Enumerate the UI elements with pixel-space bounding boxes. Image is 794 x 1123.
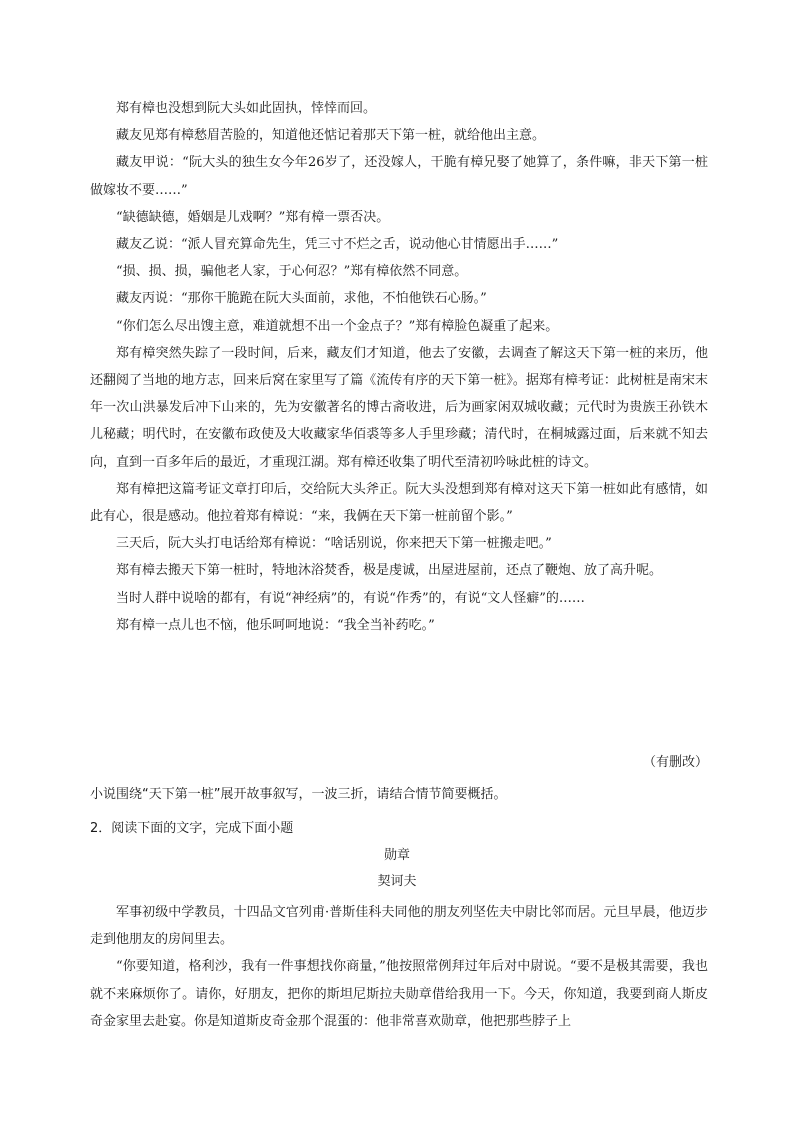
source-note: （有删改）	[642, 755, 708, 770]
story-title: 勋章	[383, 848, 410, 863]
paragraph: 郑有樟一点儿也不恼，他乐呵呵地说：“我全当补药吃。”	[116, 617, 435, 633]
paragraph: 藏友见郑有樟愁眉苦脸的，知道他还惦记着那天下第一桩，就给他出主意。	[116, 128, 546, 144]
story-excerpt	[90, 95, 708, 639]
question-1: 小说围绕“天下第一桩”展开故事叙写，一波三折，请结合情节简要概括。	[90, 787, 507, 802]
paragraph: “缺德缺德，婚姻是儿戏啊？”郑有樟一票否决。	[116, 209, 390, 225]
paragraph: 军事初级中学教员，十四品文官列甫·普斯佳科夫同他的朋友列坚佐夫中尉比邻而居。元旦早晨，他迈步走到他朋友的房间里去。	[90, 905, 708, 948]
paragraph: 藏友丙说：“那你干脆跪在阮大头面前，求他，不怕他铁石心肠。”	[116, 291, 487, 307]
paragraph: 三天后，阮大头打电话给郑有樟说：“啥话别说，你来把天下第一桩搬走吧。”	[116, 536, 552, 552]
paragraph: “你们怎么尽出馊主意，难道就想不出一个金点子？”郑有樟脸色凝重了起来。	[116, 318, 559, 334]
paragraph: 郑有樟突然失踪了一段时间，后来，藏友们才知道，他去了安徽，去调查了解这天下第一桩的来历，他还翻阅了当地的地方志，回来后窝在家里写了篇《流传有序的天下第一桩》。据郑有樟考证：此树桩是南宋末年一次山洪暴发后冲下山来的，先为安徽著名的博古斋收进，后为画家闲双城收藏；元代时为贵族王孙铁木儿秘藏；明代时，在安徽布政使及大收藏家华佰裘等多人手里珍藏；清代时，在桐城露过面，后来就不知去向，直到一百多年后的最近，才重现江湖。郑有樟还收集了明代至清初吟咏此桩的诗文。	[90, 345, 708, 470]
paragraph: 当时人群中说啥的都有，有说“神经病”的，有说“作秀”的，有说“文人怪癖”的……	[116, 590, 585, 606]
section-heading: 2．阅读下面的文字，完成下面小题	[90, 821, 294, 836]
paragraph: “损、损、损，骗他老人家，于心何忍？”郑有樟依然不同意。	[116, 264, 468, 280]
paragraph: 郑有樟去搬天下第一桩时，特地沐浴焚香，极是虔诚，出屋进屋前，还点了鞭炮、放了高升呢。	[116, 563, 663, 579]
story-author: 契诃夫	[377, 874, 417, 889]
story-2-excerpt	[90, 899, 708, 1035]
paragraph: 藏友乙说：“派人冒充算命先生，凭三寸不烂之舌，说动他心甘情愿出手……”	[116, 237, 559, 253]
paragraph: “你要知道，格利沙，我有一件事想找你商量，”他按照常例拜过年后对中尉说。“要不是极其需要，我也就不来麻烦你了。请你，好朋友，把你的斯坦尼斯拉夫勋章借给我用一下。今天，你知道，我要到商人斯皮奇金家里去赴宴。你是知道斯皮奇金那个混蛋的：他非常喜欢勋章，他把那些脖子上	[90, 959, 708, 1029]
paragraph: 郑有樟把这篇考证文章打印后，交给阮大头斧正。阮大头没想到郑有樟对这天下第一桩如此有感情，如此有心，很是感动。他拉着郑有樟说：“来，我俩在天下第一桩前留个影。”	[90, 481, 708, 525]
paragraph: 藏友甲说：“阮大头的独生女今年26岁了，还没嫁人，干脆有樟兄娶了她算了，条件嘛，非天下第一桩做嫁妆不要……”	[90, 155, 708, 198]
paragraph: 郑有樟也没想到阮大头如此固执，悻悻而回。	[116, 101, 377, 116]
